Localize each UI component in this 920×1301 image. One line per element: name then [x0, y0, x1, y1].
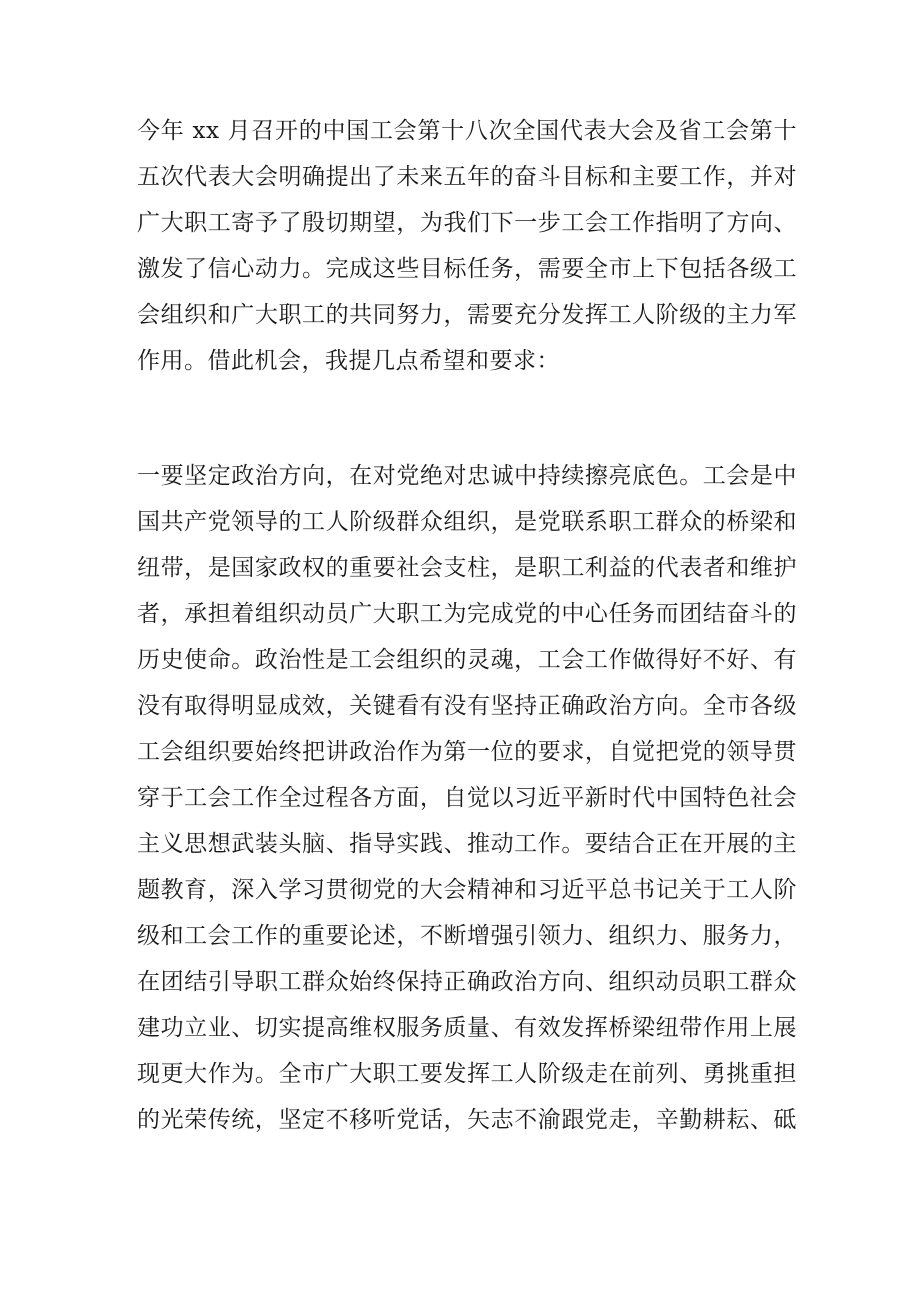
- text-line: 现更大作为。全市广大职工要发挥工人阶级走在前列、勇挑重担: [137, 1061, 797, 1087]
- text-line: 建功立业、切实提高维权服务质量、有效发挥桥梁纽带作用上展: [137, 1015, 797, 1041]
- paragraph-political-direction: [137, 453, 797, 1143]
- text-line: 者，承担着组织动员广大职工为完成党的中心任务而团结奋斗的: [137, 601, 797, 627]
- text-line: 会组织和广大职工的共同努力，需要充分发挥工人阶级的主力军: [137, 302, 797, 328]
- text-line: 五次代表大会明确提出了未来五年的奋斗目标和主要工作，并对: [137, 164, 797, 190]
- paragraph-intro: [137, 108, 797, 384]
- text-line: 作用。借此机会，我提几点希望和要求：: [137, 348, 560, 374]
- text-line: 级和工会工作的重要论述，不断增强引领力、组织力、服务力，: [137, 923, 797, 949]
- text-line: 主义思想武装头脑、指导实践、推动工作。要结合正在开展的主: [137, 831, 797, 857]
- text-line: 题教育，深入学习贯彻党的大会精神和习近平总书记关于工人阶: [137, 877, 797, 903]
- text-line: 没有取得明显成效，关键看有没有坚持正确政治方向。全市各级: [137, 693, 797, 719]
- text-line: 穿于工会工作全过程各方面，自觉以习近平新时代中国特色社会: [137, 785, 797, 811]
- text-line: 一要坚定政治方向，在对党绝对忠诚中持续擦亮底色。工会是中: [137, 463, 797, 489]
- text-line: 在团结引导职工群众始终保持正确政治方向、组织动员职工群众: [137, 969, 797, 995]
- text-line: 的光荣传统，坚定不移听党话，矢志不渝跟党走，辛勤耕耘、砥: [137, 1107, 797, 1133]
- text-line: 国共产党领导的工人阶级群众组织，是党联系职工群众的桥梁和: [137, 509, 797, 535]
- text-line: 工会组织要始终把讲政治作为第一位的要求，自觉把党的领导贯: [137, 739, 797, 765]
- text-line: 纽带，是国家政权的重要社会支柱，是职工利益的代表者和维护: [137, 555, 797, 581]
- text-line: 激发了信心动力。完成这些目标任务，需要全市上下包括各级工: [137, 256, 797, 282]
- text-line: 历史使命。政治性是工会组织的灵魂，工会工作做得好不好、有: [137, 647, 797, 673]
- text-line: 广大职工寄予了殷切期望，为我们下一步工会工作指明了方向、: [137, 210, 797, 236]
- text-line: 今年 xx 月召开的中国工会第十八次全国代表大会及省工会第十: [137, 118, 797, 144]
